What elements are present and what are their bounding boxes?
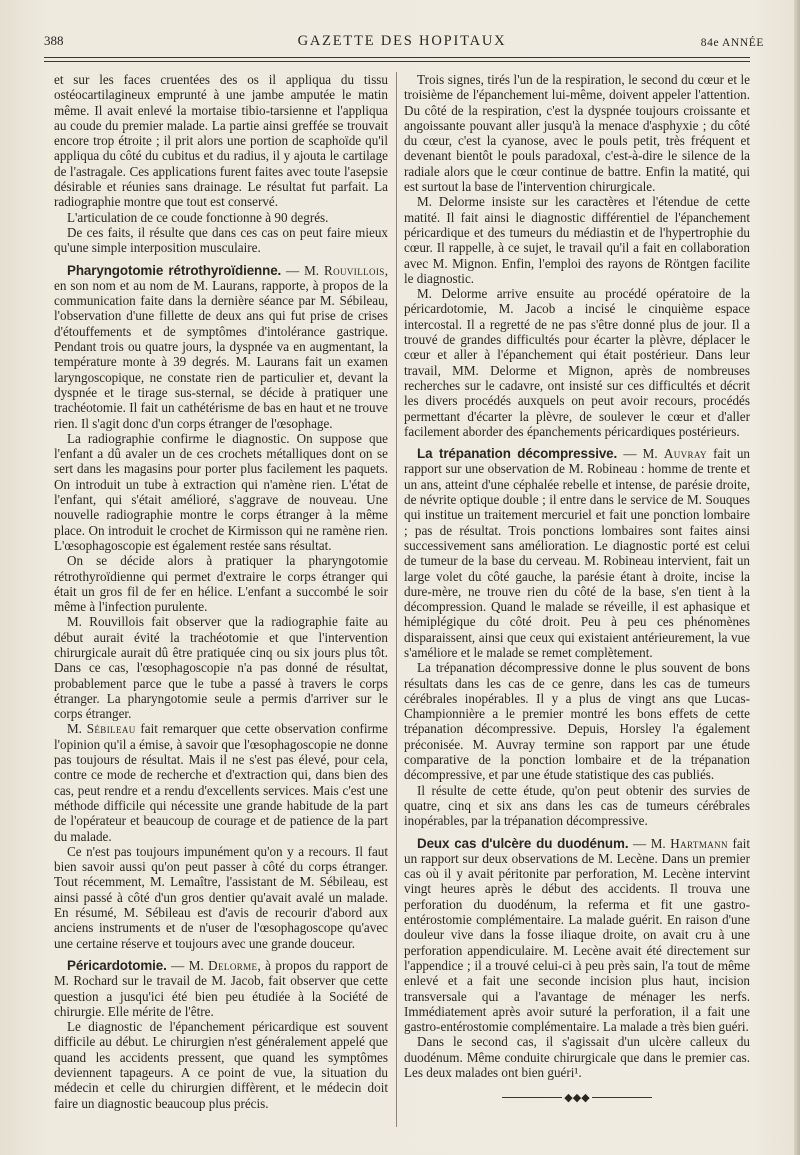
paragraph: Trois signes, tirés l'un de la respiration, le second du cœur et le troisième de l'épanchement lui-même, doivent appeler l'attention. Du côté de la respiration, c'est la dyspnée toujours croissante et angoissante pouvant aller jusqu'à la menace d'asphyxie ; du côté du cœur, c'est la cyanose, avec le pouls petit, très fréquent et devenant bientôt le pouls paradoxal, c'est-à-dire le silence de la radiale alors que le cœur continue de battre. Enfin la matité, qui est surtout la base de l'intervention chirurgicale. (404, 72, 750, 195)
ornament-diamond-icon: ◆◆◆ (564, 1092, 590, 1105)
paragraph: Le diagnostic de l'épanchement péricardique est souvent difficile au début. Le chirurgien n'est généralement appelé que quand les accidents pressent, que quand les symptômes deviennent tapageurs. A ce point de vue, la situation du médecin et celle du chirurgien diffèrent, et le médecin doit faire un diagnostic beaucoup plus précis. (54, 1019, 388, 1111)
paragraph: On se décide alors à pratiquer la pharyngotomie rétrothyroïdienne qui permet d'extraire le corps étranger qui était un gros fil de fer en hélice. L'enfant a succombé le soir même à l'infection purulente. (54, 553, 388, 615)
paragraph: M. Delorme insiste sur les caractères et l'étendue de cette matité. Il fait ainsi le diagnostic différentiel de l'épanchement péricardique et des tumeurs du médiastin et de l'hypertrophie du cœur. Il rappelle, à ce sujet, le travail qu'il a fait en collaboration avec M. Mignon. Enfin, l'emploi des rayons de Röntgen facilite le diagnostic. (404, 194, 750, 286)
right-column (404, 72, 751, 1105)
header-rule-top (44, 57, 750, 58)
year-label: 84e ANNÉE (700, 37, 764, 49)
ornament-line-left (502, 1097, 562, 1098)
left-column (54, 72, 388, 1111)
paragraph: La radiographie confirme le diagnostic. On suppose que l'enfant a dû avaler un de ces crochets métalliques dont on se sert dans les magasins pour porter plus facilement les paquets. On introduit un tube à extraction qui n'amène rien. L'état de l'enfant, qui s'était amélioré, s'aggrave de nouveau. Une nouvelle radiographie montre le corps étranger à la même place. On introduit le crochet de Kirmisson qui ne ramène rien. L'œsophagoscopie est également restée sans résultat. (54, 430, 388, 553)
author-name: Auvray (663, 446, 707, 462)
paragraph: L'articulation de ce coude fonctionne à 90 degrés. (67, 209, 329, 225)
paragraph: et sur les faces cruentées des os il appliqua du tissu ostéocartilagineux emprunté à une jambe amputée le matin même. Il avait enlevé la mortaise tibio-tarsienne et l'appliqua au coude du premier malade. La partie ainsi greffée se trouvait encore trop étroite ; il prit alors une portion de scaphoïde qu'il appliqua du côté du cubitus et du radius, il y ajouta le cartilage de l'astragale. Ces applications furent faites avec toute l'asepsie désirable et réunies sans drainage. Le résultat fut parfait. La radiographie montre que tout est conservé. (54, 72, 388, 210)
ornament-line-right (592, 1097, 652, 1098)
section-trepanation: La trépanation décompressive. — M. Auvray fait un rapport sur une observation de M. Robineau : homme de trente et un ans, atteint d'une céphalée rebelle et intense, de parésie droite, de névrite optique double ; il entre dans le service de M. Souques qui institue un traitement mercuriel et fait une ponction lombaire ; pas de résultat. Trois ponctions lombaires sont faites ainsi successivement sans amélioration. Le diagnostic porté est celui de tumeur de la base du cerveau. M. Robineau intervient, fait un large volet du côté gauche, la parésie étant à droite, incise la dure-mère, ne trouve rien du côté de la base, s'en tient à la décompression. Quand le malade se réveille, il est aphasique et hémiplégique du côté droit. Peu à peu ces phénomènes disparaissent, ainsi que ceux qui existaient antérieurement, la vue s'améliore et le malade se remet complètement. (404, 446, 750, 660)
paragraph: De ces faits, il résulte que dans ces cas on peut faire mieux qu'une simple interposition musculaire. (54, 224, 388, 256)
page-header (28, 30, 776, 54)
header-rule-bottom (44, 61, 750, 62)
paragraph: Il résulte de cette étude, qu'on peut obtenir des survies de quatre, cinq et six ans dans les cas de tumeurs cérébrales inopérables, par la trépanation décompressive. (404, 782, 750, 829)
column-divider (396, 72, 397, 1127)
paragraph: M. Sébileau fait remarquer que cette observation confirme l'opinion qu'il a émise, à savoir que l'œsophagoscopie ne donne pas toujours de résultat. Mais il ne s'est pas élevé, pour cela, contre ce mode de recherche et d'extraction qui, dans bien des cas, peut rendre et a rendu d'excellents services. Mais c'est une méthode difficile qui nécessite une grande habitude de la part de l'opérateur et beaucoup de courage et de patience de la part du malade. (54, 721, 388, 844)
paragraph: Ce n'est pas toujours impunément qu'on y a recours. Il faut bien savoir aussi qu'on peut passer à côté du corps étranger. Tout récemment, M. Lemaître, l'assistant de M. Sébileau, est ainsi passé à côté d'un gros dentier qu'avait avalé un malade. En résumé, M. Sébileau est d'avis de recourir d'abord aux anciens instruments et de n'user de l'œsophagoscope qu'avec une certaine réserve et toujours avec une grande douceur. (54, 843, 388, 951)
section-heading: La trépanation décompressive. (417, 446, 618, 462)
section-pharyngotomie: Pharyngotomie rétrothyroïdienne. — M. Rouvillois, en son nom et au nom de M. Laurans, rapporte, à propos de la communication faite dans la dernière séance par M. Sébileau, l'observation d'une fillette de deux ans qui fut prise de crises d'étouffements et de symptômes d'intolérance gastrique. Pendant trois ou quatre jours, la dyspnée va en augmentant, la température monte à 39 degrés. M. Laurans fait un examen laryngoscopique, ne constate rien de particulier et, devant la dyspnée et le tirage sus-sternal, se décide à pratiquer une trachéotomie. Il fait un cathétérisme de bas en haut et ne trouve rien. Il s'agit donc d'un corps étranger de l'œsophage. (54, 262, 388, 431)
author-name: Hartmann (670, 835, 728, 851)
author-name: Sébileau (86, 721, 136, 737)
paragraph: Dans le second cas, il s'agissait d'un ulcère calleux du duodénum. Même conduite chirurgicale que dans le premier cas. Les deux malades ont bien guéri¹. (404, 1034, 750, 1080)
paragraph: M. Rouvillois fait observer que la radiographie faite au début aurait évité la trachéotomie et que l'intervention chirurgicale aurait dû être pratiquée cinq ou six jours plus tôt. Dans ce cas, l'œsophagoscopie n'a pas donné de résultat, probablement parce que le tube a passé à travers le corps étranger. La pharyngotomie seule a permis d'arriver sur le corps étranger. (54, 614, 388, 722)
page-number: 388 (44, 33, 64, 48)
author-name: Rouvillois (323, 262, 385, 278)
author-name: Delorme (208, 957, 258, 973)
journal-title: GAZETTE DES HOPITAUX (297, 33, 507, 49)
section-pericardotomie: Péricardotomie. — M. Delorme, à propos du rapport de M. Rochard sur le travail de M. Jacob, fait observer que cette question a jusqu'ici été bien peu étudiée à la Société de chirurgie. Elle mérite de l'être. (54, 957, 388, 1019)
section-ulcere-duodenum: Deux cas d'ulcère du duodénum. — M. Hartmann fait un rapport sur deux observations de M. Lecène. Dans un premier cas où il y avait péritonite par perforation, M. Lecène intervint vingt heures après le début des accidents. Il trouva une perforation du duodénum, la referma et fit une gastro-entérostomie complémentaire. La malade guérit. En raison d'une douleur vive dans la fosse iliaque droite, on avait cru à une perforation appendiculaire. M. Lecène avait été directement sur l'appendice ; il a trouvé celui-ci à peu près sain, l'a tout de même enlevé et a fait une seconde incision plus haut, incision transversale qui a l'avantage de ménager les nerfs. Immédiatement après avoir suturé la perforation, il a fait une gastro-entérostomie complémentaire. La malade a très bien guéri. (404, 835, 751, 1035)
section-heading: Pharyngotomie rétrothyroïdienne. (67, 262, 282, 278)
paragraph: M. Delorme arrive ensuite au procédé opératoire de la péricardotomie, M. Jacob a incisé le cinquième espace intercostal. Il a regretté de ne pas s'être donné plus de jour. Il a trouvé de grandes difficultés pour écarter la plèvre, déplacer le cœur et aller à l'épanchement qui était postérieur. Dans leur travail, MM. Delorme et Mignon, après de nombreuses recherches sur le cadavre, ont insisté sur ces difficultés et décrit les divers procédés auxquels on peut avoir recours, procédés permettant d'écarter la plèvre, de soulever le cœur et d'aller facilement aborder des épanchements péricardiques postérieurs. (404, 286, 750, 439)
section-heading: Deux cas d'ulcère du duodénum. (417, 835, 629, 851)
section-end-ornament (502, 1092, 652, 1105)
section-heading: Péricardotomie. (67, 957, 167, 973)
page-edge-shadow (794, 0, 800, 1155)
paragraph: La trépanation décompressive donne le plus souvent de bons résultats dans les cas de ce genre, dans les cas de tumeurs cérébrales inopérables. Il y a plus de vingt ans que Lucas-Championnière a le premier montré les bons effets de cette trépanation décompressive. Depuis, Horsley l'a également préconisée. M. Auvray termine son rapport par une étude comparative de la ponction lombaire et de la trépanation décompressive, et par une étude statistique des cas publiés. (404, 660, 750, 783)
